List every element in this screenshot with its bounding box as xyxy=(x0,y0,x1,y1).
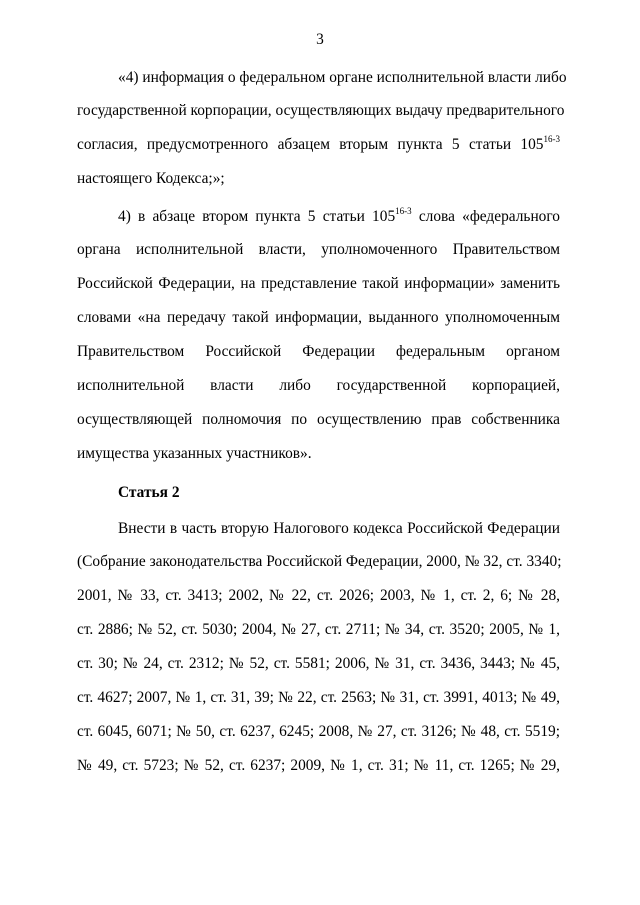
article-2-heading: Статья 2 xyxy=(118,484,180,501)
p1-line-1: «4) информация о федеральном органе исполнительной власти либо xyxy=(118,69,567,86)
p2-line-6: исполнительной власти либо государственной корпорацией, xyxy=(77,377,560,394)
a2-line-5: ст. 30; № 24, ст. 2312; № 52, ст. 5581; 2006, № 31, ст. 3436, 3443; № 45, xyxy=(77,655,560,672)
p2-line-1-text: 4) в абзаце втором пункта 5 статьи 105 xyxy=(118,208,396,225)
p1-line-4: настоящего Кодекса;»; xyxy=(77,170,225,187)
p1-line-3-text: согласия, предусмотренного абзацем вторым пункта 5 статьи 105 xyxy=(77,136,544,153)
a2-line-8: № 49, ст. 5723; № 52, ст. 6237; 2009, № 1, ст. 31; № 11, ст. 1265; № 29, xyxy=(77,757,560,774)
p2-line-5: Правительством Российской Федерации федеральным органом xyxy=(77,343,560,360)
p1-line-3-superscript: 16-3 xyxy=(543,134,560,144)
p2-line-2: органа исполнительной власти, уполномоченного Правительством xyxy=(77,241,560,258)
a2-line-1: Внести в часть вторую Налогового кодекса Российской Федерации xyxy=(118,520,560,537)
a2-line-2: (Собрание законодательства Российской Федерации, 2000, № 32, ст. 3340; xyxy=(77,553,562,570)
p2-line-7: осуществляющей полномочия по осуществлению прав собственника xyxy=(77,411,560,428)
p2-line-3: Российской Федерации, на представление такой информации» заменить xyxy=(77,275,560,292)
p2-line-8: имущества указанных участников». xyxy=(77,445,312,462)
a2-line-6: ст. 4627; 2007, № 1, ст. 31, 39; № 22, ст. 2563; № 31, ст. 3991, 4013; № 49, xyxy=(77,689,560,706)
p1-line-2: государственной корпорации, осуществляющих выдачу предварительного xyxy=(77,102,565,119)
p2-line-1-tail: слова «федерального xyxy=(411,208,560,225)
p2-line-1 xyxy=(118,207,560,227)
page-number: 3 xyxy=(316,31,324,48)
p2-line-4: словами «на передачу такой информации, выданного уполномоченным xyxy=(77,309,560,326)
a2-line-7: ст. 6045, 6071; № 50, ст. 6237, 6245; 2008, № 27, ст. 3126; № 48, ст. 5519; xyxy=(77,723,560,740)
p2-line-1-superscript: 16-3 xyxy=(395,206,412,216)
p1-line-3 xyxy=(77,135,560,155)
a2-line-4: ст. 2886; № 52, ст. 5030; 2004, № 27, ст. 2711; № 34, ст. 3520; 2005, № 1, xyxy=(77,621,560,638)
a2-line-3: 2001, № 33, ст. 3413; 2002, № 22, ст. 2026; 2003, № 1, ст. 2, 6; № 28, xyxy=(77,587,560,604)
